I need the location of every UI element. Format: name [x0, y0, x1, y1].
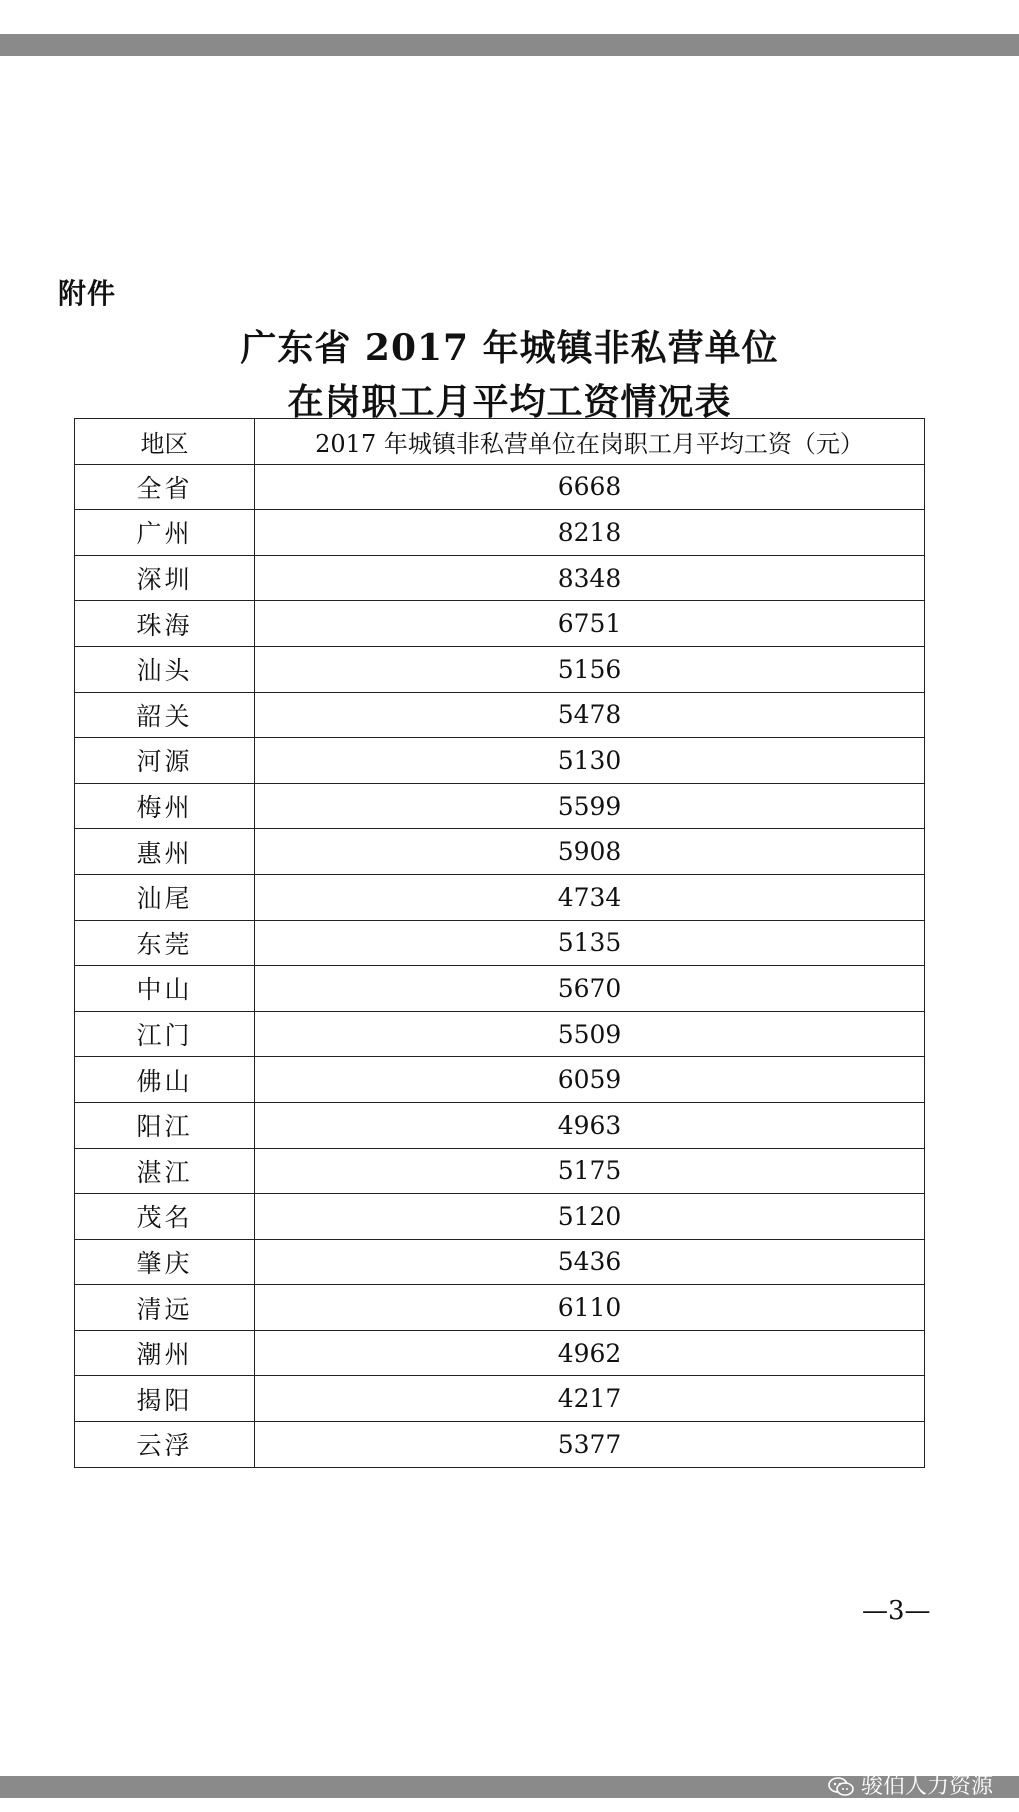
region-cell: 中山 [75, 966, 255, 1012]
region-cell: 云浮 [75, 1422, 255, 1468]
wage-cell: 4734 [255, 874, 925, 920]
wage-cell: 5436 [255, 1239, 925, 1285]
region-cell: 肇庆 [75, 1239, 255, 1285]
wage-cell: 8218 [255, 510, 925, 556]
region-cell: 湛江 [75, 1148, 255, 1194]
wage-cell: 6110 [255, 1285, 925, 1331]
page-number: —3— [862, 1596, 931, 1626]
table-row [75, 738, 925, 784]
region-cell: 阳江 [75, 1102, 255, 1148]
region-cell: 佛山 [75, 1057, 255, 1103]
region-cell: 广州 [75, 510, 255, 556]
wage-cell: 5478 [255, 692, 925, 738]
wechat-icon [827, 1776, 855, 1798]
wage-cell: 5377 [255, 1422, 925, 1468]
table-row [75, 1376, 925, 1422]
region-cell: 深圳 [75, 555, 255, 601]
wage-cell: 5130 [255, 738, 925, 784]
table-row [75, 555, 925, 601]
region-cell: 河源 [75, 738, 255, 784]
table-body [75, 464, 925, 1467]
attachment-label: 附件 [58, 277, 117, 310]
region-cell: 汕头 [75, 646, 255, 692]
table-row [75, 601, 925, 647]
region-cell: 汕尾 [75, 874, 255, 920]
region-cell: 清远 [75, 1285, 255, 1331]
table-row [75, 1148, 925, 1194]
region-cell: 茂名 [75, 1194, 255, 1240]
table-row [75, 1102, 925, 1148]
table-row [75, 966, 925, 1012]
wage-cell: 5156 [255, 646, 925, 692]
table-row [75, 464, 925, 510]
table-row [75, 1057, 925, 1103]
wage-cell: 8348 [255, 555, 925, 601]
wage-cell: 4962 [255, 1330, 925, 1376]
table-row [75, 692, 925, 738]
table-row [75, 874, 925, 920]
wage-cell: 6668 [255, 464, 925, 510]
region-cell: 揭阳 [75, 1376, 255, 1422]
wage-cell: 6059 [255, 1057, 925, 1103]
region-cell: 珠海 [75, 601, 255, 647]
document-title-line2: 在岗职工月平均工资情况表 [287, 381, 732, 423]
wage-cell: 5135 [255, 920, 925, 966]
column-header-wage: 2017 年城镇非私营单位在岗职工月平均工资（元） [255, 419, 925, 465]
region-cell: 全省 [75, 464, 255, 510]
wage-cell: 5599 [255, 783, 925, 829]
watermark [823, 1776, 997, 1798]
table-row [75, 1011, 925, 1057]
table-row [75, 646, 925, 692]
column-header-region: 地区 [75, 419, 255, 465]
wage-cell: 5120 [255, 1194, 925, 1240]
wage-table [74, 418, 925, 1468]
wage-cell: 4963 [255, 1102, 925, 1148]
wage-cell: 5509 [255, 1011, 925, 1057]
document-title-line1: 广东省 2017 年城镇非私营单位 [240, 327, 779, 369]
wage-cell: 5670 [255, 966, 925, 1012]
region-cell: 惠州 [75, 829, 255, 875]
table-row [75, 1422, 925, 1468]
wage-cell: 5908 [255, 829, 925, 875]
table-header-row [75, 419, 925, 465]
table-row [75, 510, 925, 556]
region-cell: 韶关 [75, 692, 255, 738]
table-row [75, 1239, 925, 1285]
table-row [75, 829, 925, 875]
table-row [75, 783, 925, 829]
wage-cell: 4217 [255, 1376, 925, 1422]
wage-cell: 5175 [255, 1148, 925, 1194]
wage-cell: 6751 [255, 601, 925, 647]
region-cell: 江门 [75, 1011, 255, 1057]
table-row [75, 920, 925, 966]
table-row [75, 1330, 925, 1376]
top-border-bar [0, 34, 1019, 56]
region-cell: 东莞 [75, 920, 255, 966]
table-row [75, 1285, 925, 1331]
region-cell: 梅州 [75, 783, 255, 829]
table-row [75, 1194, 925, 1240]
watermark-text: 骏伯人力资源 [860, 1774, 993, 1799]
region-cell: 潮州 [75, 1330, 255, 1376]
